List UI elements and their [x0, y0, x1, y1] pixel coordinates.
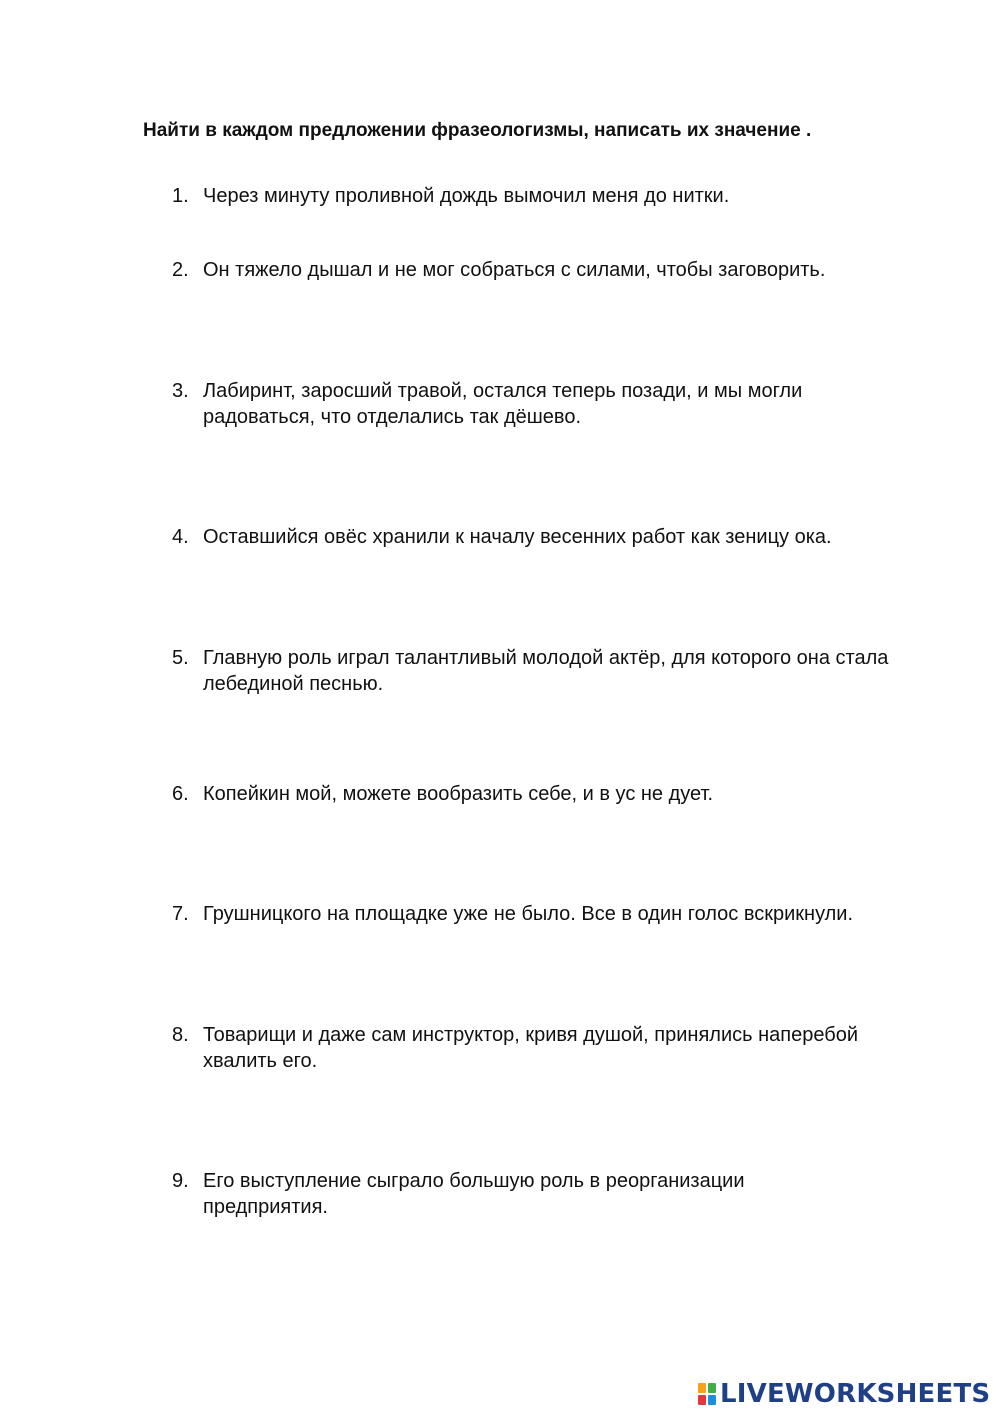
- logo-block: [698, 1395, 706, 1405]
- logo-text: LIVEWORKSHEETS: [720, 1379, 991, 1409]
- list-item: [172, 1168, 952, 1220]
- worksheet-title: Найти в каждом предложении фразеологизмы, написать их значение .: [143, 120, 812, 141]
- item-number: 8.: [172, 1024, 189, 1046]
- item-text: Оставшийся овёс хранили к началу весенних работ как зеницу ока.: [203, 526, 832, 548]
- logo-block: [708, 1383, 716, 1393]
- item-number: 9.: [172, 1170, 189, 1192]
- item-number: 4.: [172, 526, 189, 548]
- list-item: [172, 901, 952, 927]
- item-text: Его выступление сыграло большую роль в реорганизации предприятия.: [203, 1170, 745, 1218]
- logo-block: [698, 1383, 706, 1393]
- item-text: Грушницкого на площадке уже не было. Все в один голос вскрикнули.: [203, 903, 854, 925]
- liveworksheets-logo[interactable]: [698, 1376, 990, 1412]
- liveworksheets-logo-icon: [698, 1383, 716, 1405]
- item-number: 5.: [172, 647, 189, 669]
- item-text: Через минуту проливной дождь вымочил меня до нитки.: [203, 185, 730, 207]
- item-number: 1.: [172, 185, 189, 207]
- item-text: Товарищи и даже сам инструктор, кривя душой, принялись наперебой хвалить его.: [203, 1024, 858, 1072]
- item-text: Лабиринт, заросший травой, остался теперь позади, и мы могли радоваться, что отделались так дёшево.: [203, 380, 803, 428]
- item-number: 2.: [172, 259, 189, 281]
- item-text: Он тяжело дышал и не мог собраться с силами, чтобы заговорить.: [203, 259, 826, 281]
- item-number: 3.: [172, 380, 189, 402]
- list-item: [172, 378, 952, 430]
- list-item: [172, 1022, 952, 1074]
- item-text: Главную роль играл талантливый молодой актёр, для которого она стала лебединой песнью.: [203, 647, 889, 695]
- item-number: 7.: [172, 903, 189, 925]
- list-item: [172, 257, 952, 283]
- list-item: [172, 183, 952, 209]
- logo-block: [708, 1395, 716, 1405]
- list-item: [172, 645, 952, 697]
- item-text: Копейкин мой, можете вообразить себе, и в ус не дует.: [203, 783, 714, 805]
- item-number: 6.: [172, 783, 189, 805]
- list-item: [172, 781, 952, 807]
- list-item: [172, 524, 952, 550]
